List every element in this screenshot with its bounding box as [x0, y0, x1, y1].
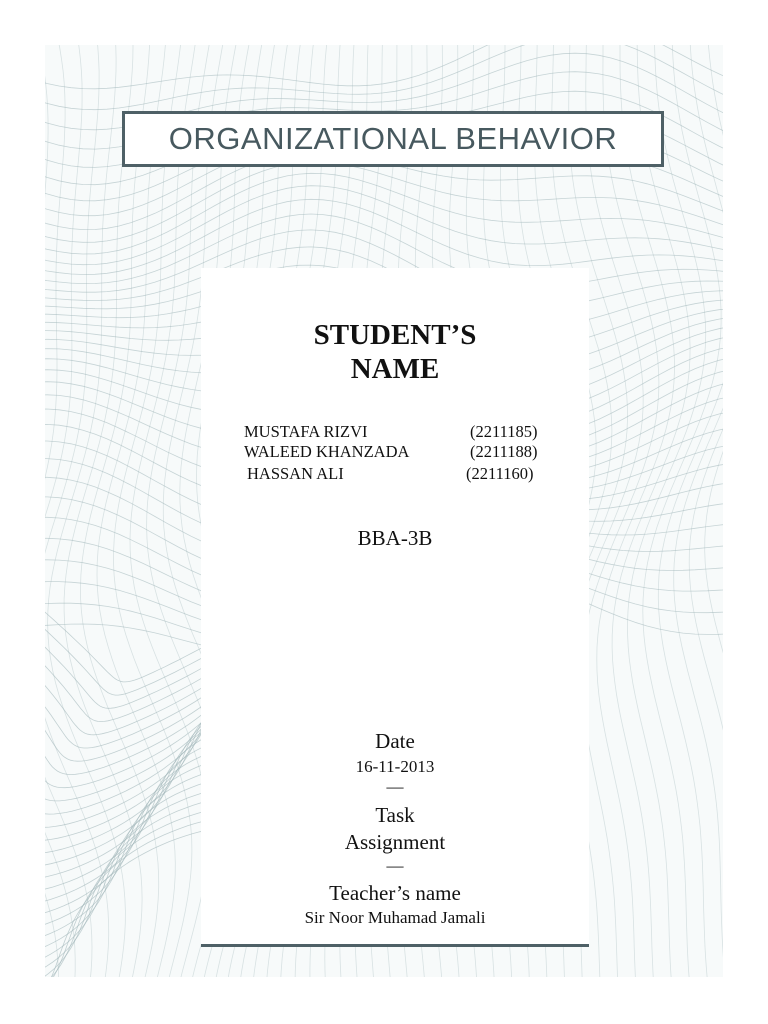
wave-line [628, 45, 706, 977]
wave-line [689, 45, 723, 977]
date-label: Date [375, 729, 415, 753]
separator: — [386, 856, 404, 875]
wave-line [45, 45, 109, 977]
document-title: ORGANIZATIONAL BEHAVIOR [168, 121, 618, 156]
student-id: (2211160) [466, 464, 534, 483]
bottom-rule [201, 944, 589, 947]
title-box [122, 111, 664, 167]
task-label: Task [375, 803, 415, 827]
student-id: (2211185) [470, 422, 538, 441]
separator: — [386, 777, 404, 796]
students-heading-line1: STUDENT’S [313, 319, 477, 351]
task-value: Assignment [344, 830, 446, 854]
wave-line [658, 45, 723, 977]
date-value: 16-11-2013 [355, 757, 435, 776]
student-name: WALEED KHANZADA [244, 442, 410, 461]
class-section: BBA-3B [357, 526, 433, 550]
teacher-label: Teacher’s name [329, 881, 461, 905]
wave-line [130, 45, 208, 977]
teacher-value: Sir Noor Muhamad Jamali [304, 908, 486, 927]
student-id: (2211188) [470, 442, 538, 461]
student-name: MUSTAFA RIZVI [244, 422, 368, 441]
students-heading-line2: NAME [350, 353, 440, 385]
wave-line [705, 45, 723, 977]
student-name: HASSAN ALI [247, 464, 344, 483]
wave-line [45, 45, 75, 977]
cover-panel [201, 268, 589, 945]
